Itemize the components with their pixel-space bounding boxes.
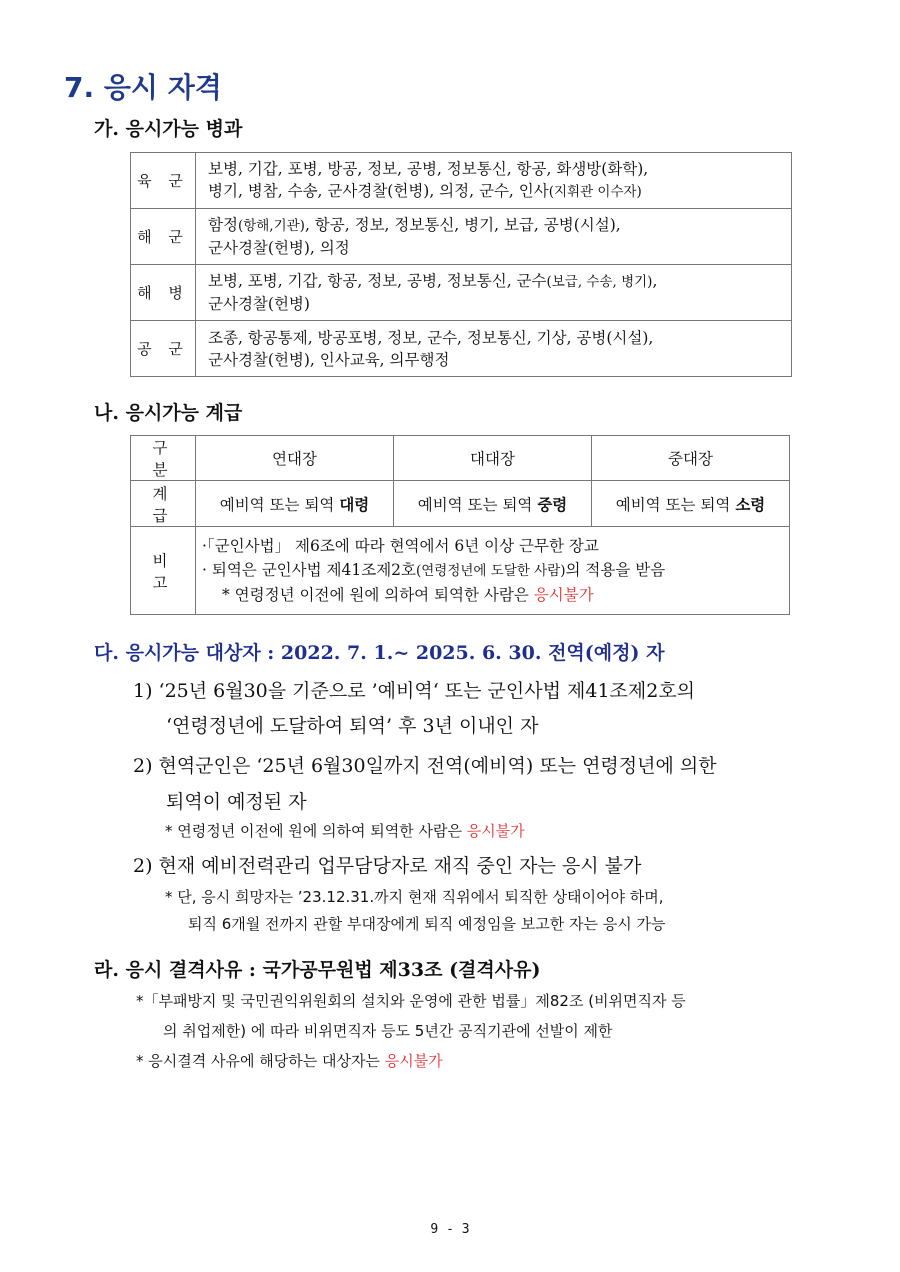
branch-text (196, 153, 792, 209)
branch-line: , (652, 272, 658, 290)
item-3-note-2: 퇴직 6개월 전까지 관할 부대장에게 퇴직 예정임을 보고한 자는 응시 가능 (188, 915, 666, 933)
item-2-line-1: 2) 현역군인은 ‘25년 6월30일까지 전역(예비역) 또는 연령정년에 의한 (133, 755, 717, 777)
branch-line: 함정 (208, 216, 238, 234)
rank-prefix: 예비역 또는 퇴역 (417, 495, 533, 514)
note-line: · 퇴역은 군인사법 제41조제2호 (202, 561, 416, 579)
header-col-regiment: 연대장 (196, 436, 394, 481)
branch-label: 해 군 (131, 209, 196, 265)
section-d-note-1-line-1: *「부패방지 및 국민권익위원회의 설치와 운영에 관한 법률」제82조 (비위면직자 등 (136, 992, 686, 1010)
header-col-battalion: 대대장 (394, 436, 592, 481)
branch-line: 군사경찰(헌병), 인사교육, 의무행정 (208, 350, 450, 369)
rank-value: 소령 (735, 494, 766, 514)
note-line-small: (연령정년에 도달한 사람) (416, 563, 566, 579)
branch-table (130, 152, 792, 377)
rank-cell (196, 481, 394, 527)
rank-cell (394, 481, 592, 527)
item-1-line-1: 1) ‘25년 6월30을 기준으로 ’예비역‘ 또는 군인사법 제41조제2호의 (133, 680, 696, 702)
note-line: 의 적용을 받음 (565, 561, 666, 579)
section-d-heading: 라. 응시 결격사유 : 국가공무원법 제33조 (결격사유) (94, 959, 541, 981)
note-line: ·「군인사법」 제6조에 따라 현역에서 6년 이상 근무한 장교 (202, 537, 599, 555)
item-1-line-2: ‘연령정년에 도달하여 퇴역’ 후 3년 이내인 자 (166, 715, 539, 737)
section-d-note-2-text: * 응시결격 사유에 해당하는 대상자는 (136, 1052, 385, 1070)
item-3-note-1: * 단, 응시 희망자는 ’23.12.31.까지 현재 직위에서 퇴직한 상태이어야 하며, (165, 888, 664, 906)
branch-label: 육 군 (131, 153, 196, 209)
rank-label: 계 급 (131, 481, 196, 527)
item-3-line-1: 2) 현재 예비전력관리 업무담당자로 재직 중인 자는 응시 불가 (133, 855, 642, 877)
note-label: 비 고 (131, 527, 196, 615)
rank-prefix: 예비역 또는 퇴역 (615, 495, 731, 514)
note-cell (196, 527, 790, 615)
table-row (131, 527, 790, 615)
header-col-company: 중대장 (592, 436, 790, 481)
table-row (131, 153, 792, 209)
section-b-heading: 나. 응시가능 계급 (94, 402, 243, 424)
table-row (131, 265, 792, 321)
page-title: 7. 응시 자격 (64, 71, 222, 104)
branch-line-note: (지휘관 이수자) (548, 184, 642, 200)
branch-line-note: (항해,기관) (237, 218, 305, 234)
rank-table (130, 435, 790, 615)
branch-text (196, 321, 792, 377)
rank-value: 중령 (537, 494, 568, 514)
branch-text (196, 209, 792, 265)
item-2-line-2: 퇴역이 예정된 자 (166, 791, 307, 813)
table-row (131, 436, 790, 481)
item-2-note-text: * 연령정년 이전에 원에 의하여 퇴역한 사람은 (165, 822, 467, 840)
section-a-heading: 가. 응시가능 병과 (94, 118, 243, 140)
section-d-note-1-line-2: 의 취업제한) 에 따라 비위면직자 등도 5년간 공직기관에 선발이 제한 (163, 1022, 613, 1040)
table-row (131, 321, 792, 377)
item-2-note (165, 820, 525, 841)
note-line: * 연령정년 이전에 원에 의하여 퇴역한 사람은 (222, 586, 534, 604)
rank-cell (592, 481, 790, 527)
rank-prefix: 예비역 또는 퇴역 (219, 495, 335, 514)
header-label: 구 분 (131, 436, 196, 481)
branch-line-note: (보급, 수송, 병기) (546, 274, 653, 290)
branch-text (196, 265, 792, 321)
branch-line: 군사경찰(헌병), 의정 (208, 239, 350, 257)
table-row (131, 481, 790, 527)
branch-line: 보병, 기갑, 포병, 방공, 정보, 공병, 정보통신, 항공, 화생방(화학), (208, 160, 649, 178)
branch-line: 군사경찰(헌병) (208, 295, 310, 313)
branch-label: 해 병 (131, 265, 196, 321)
branch-line: 조종, 항공통제, 방공포병, 정보, 군수, 정보통신, 기상, 공병(시설), (208, 328, 654, 347)
page-number: 9 - 3 (430, 1222, 470, 1237)
section-d-note-2 (136, 1050, 443, 1071)
ineligible-text: 응시불가 (533, 586, 594, 604)
ineligible-text: 응시불가 (466, 822, 525, 840)
section-c-heading: 다. 응시가능 대상자 : 2022. 7. 1.~ 2025. 6. 30. 전역(예정) 자 (94, 642, 665, 664)
rank-value: 대령 (339, 494, 370, 514)
branch-label: 공 군 (131, 321, 196, 377)
branch-line: 병기, 병참, 수송, 군사경찰(헌병), 의정, 군수, 인사 (208, 182, 549, 200)
branch-line: , 항공, 정보, 정보통신, 병기, 보급, 공병(시설), (304, 216, 621, 234)
ineligible-text: 응시불가 (384, 1052, 443, 1070)
branch-line: 보병, 포병, 기갑, 항공, 정보, 공병, 정보통신, 군수 (208, 272, 547, 290)
table-row (131, 209, 792, 265)
